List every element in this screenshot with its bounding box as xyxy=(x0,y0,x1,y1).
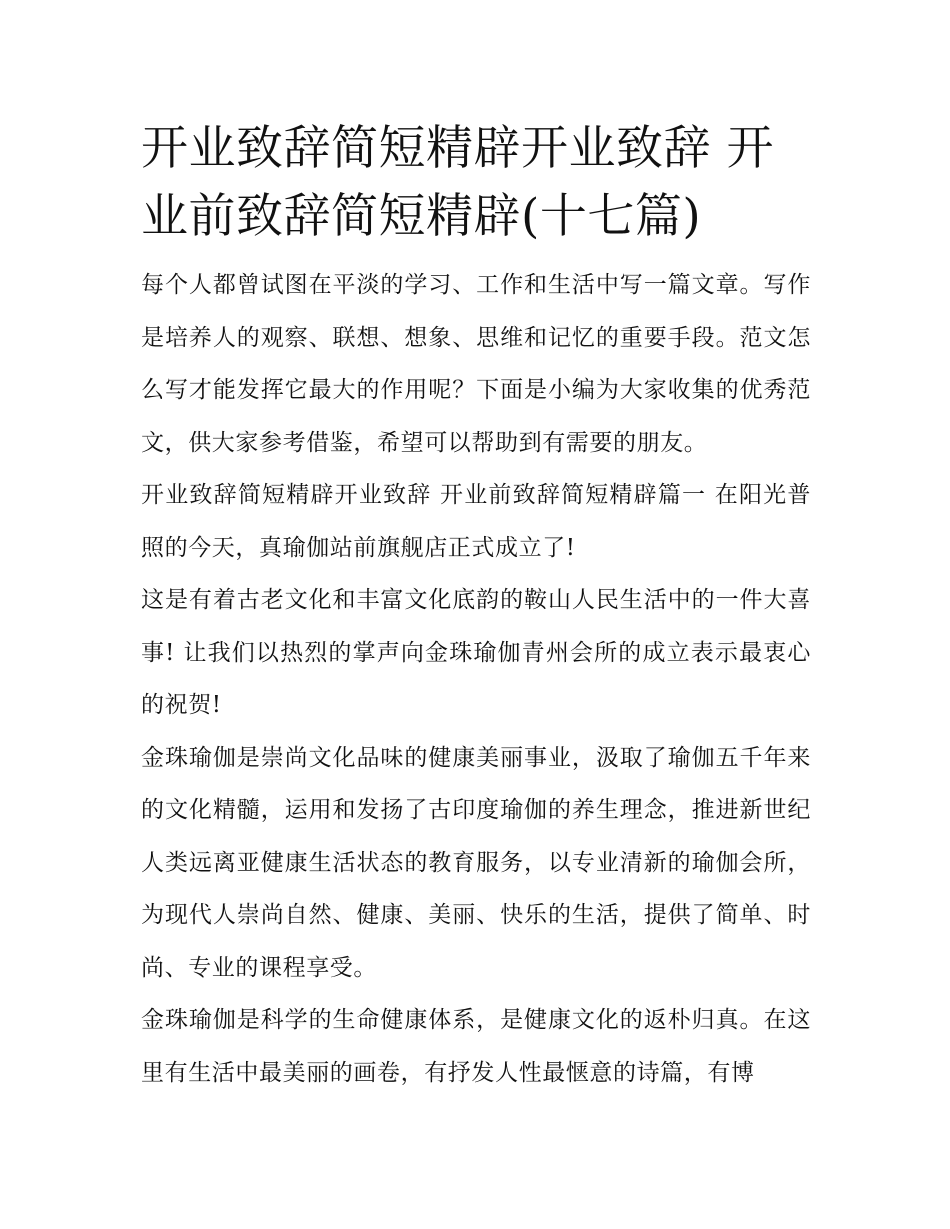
document-body xyxy=(141,259,811,1099)
paragraph-opening: 开业致辞简短精辟开业致辞 开业前致辞简短精辟篇一 在阳光普照的今天，真瑜伽站前旗舰店正式成立了! xyxy=(141,482,811,561)
paragraph-yoga-culture: 金珠瑜伽是崇尚文化品味的健康美丽事业，汲取了瑜伽五千年来的文化精髓，运用和发扬了古印度瑜伽的养生理念，推进新世纪人类远离亚健康生活状态的教育服务，以专业清新的瑜伽会所，为现代人崇尚自然、健康、美丽、快乐的生活，提供了简单、时尚、专业的课程享受。 xyxy=(141,744,811,981)
paragraph-intro: 每个人都曾试图在平淡的学习、工作和生活中写一篇文章。写作是培养人的观察、联想、想象、思维和记忆的重要手段。范文怎么写才能发挥它最大的作用呢？下面是小编为大家收集的优秀范文，供大家参考借鉴，希望可以帮助到有需要的朋友。 xyxy=(141,272,811,456)
document-page xyxy=(141,115,811,1099)
document-title: 开业致辞简短精辟开业致辞 开业前致辞简短精辟(十七篇) xyxy=(141,121,774,244)
paragraph-yoga-health: 金珠瑜伽是科学的生命健康体系，是健康文化的返朴归真。在这里有生活中最美丽的画卷，有抒发人性最惬意的诗篇，有博 xyxy=(141,1007,811,1086)
paragraph-congratulation: 这是有着古老文化和丰富文化底韵的鞍山人民生活中的一件大喜事! 让我们以热烈的掌声向金珠瑜伽青州会所的成立表示最衷心的祝贺! xyxy=(141,587,811,718)
